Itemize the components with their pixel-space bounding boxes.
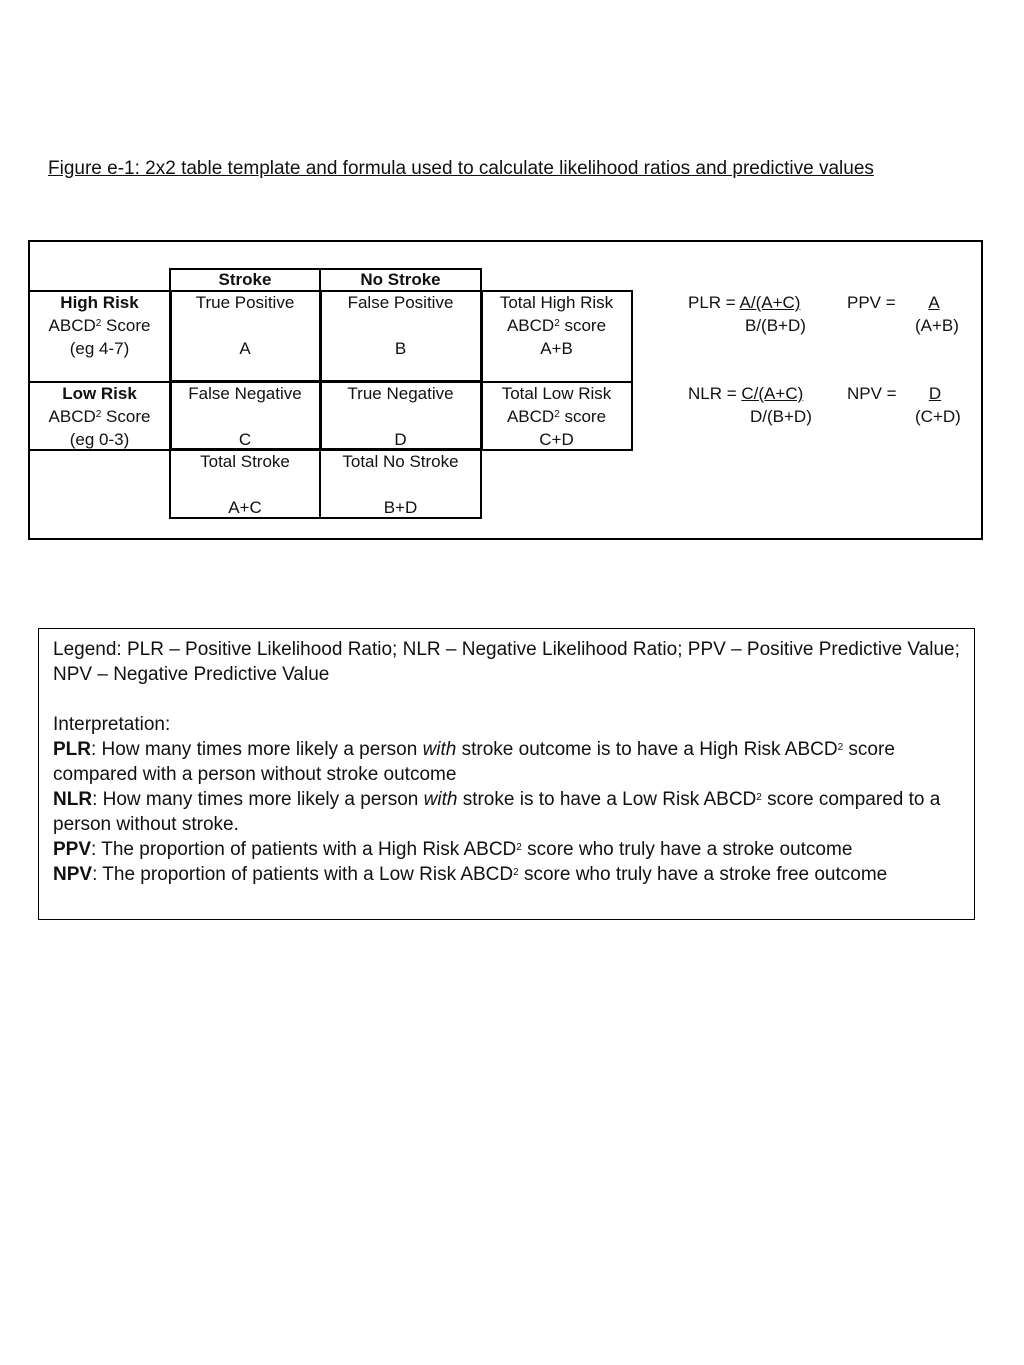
- cell-true-positive: True Positive A: [195, 293, 295, 358]
- interpretation-heading: Interpretation:: [53, 714, 171, 735]
- cell-false-negative: False Negative C: [188, 384, 302, 449]
- interpretation-plr: PLR: How many times more likely a person with stroke outcome is to have a High Risk ABCD$^2$ score compared with a person without stroke outcome: [53, 739, 895, 785]
- interpretation-nlr: NLR: How many times more likely a person with stroke is to have a Low Risk ABCD$^2$ score compared to a person without stroke.: [53, 789, 941, 835]
- formula-npv: NPV =: [847, 384, 897, 403]
- legend-box: [38, 628, 975, 920]
- interpretation-npv: NPV: The proportion of patients with a Low Risk ABCD$^2$ score who truly have a stroke free outcome: [53, 864, 888, 885]
- row-header-low-risk: Low Risk ABCD$^2$ Score (eg 0-3): [48, 384, 151, 449]
- cell-total-no-stroke: Total No Stroke B+D: [342, 452, 459, 517]
- grid-line: [631, 290, 633, 450]
- cell-total-high-risk: Total High Risk ABCD$^2$ score A+B: [499, 293, 614, 358]
- formula-plr: PLR = A/(A+C): [688, 293, 801, 312]
- formula-nlr: NLR = C/(A+C): [688, 384, 804, 403]
- figure-box: [28, 240, 983, 540]
- column-header-no-stroke: No Stroke: [360, 270, 441, 289]
- cell-true-negative: True Negative D: [347, 384, 454, 449]
- cell-total-low-risk: Total Low Risk ABCD$^2$ score C+D: [501, 384, 612, 449]
- formula-ppv-denominator: (A+B): [915, 316, 959, 335]
- formula-npv-denominator: (C+D): [915, 407, 961, 426]
- column-header-stroke: Stroke: [218, 270, 272, 289]
- row-header-high-risk: High Risk ABCD$^2$ Score (eg 4-7): [48, 293, 151, 358]
- formula-ppv: PPV =: [847, 293, 896, 312]
- formula-plr-denominator: B/(B+D): [745, 316, 806, 335]
- figure-caption: Figure e-1: 2x2 table template and formula used to calculate likelihood ratios and predictive values: [48, 158, 874, 179]
- formula-ppv-numerator: A: [928, 293, 940, 312]
- cell-total-stroke: Total Stroke A+C: [200, 452, 290, 517]
- formula-nlr-denominator: D/(B+D): [750, 407, 812, 426]
- interpretation-ppv: PPV: The proportion of patients with a High Risk ABCD$^2$ score who truly have a stroke outcome: [53, 839, 853, 860]
- formula-npv-numerator: D: [928, 384, 942, 403]
- cell-false-positive: False Positive B: [347, 293, 454, 358]
- legend-abbreviations: Legend: PLR – Positive Likelihood Ratio; NLR – Negative Likelihood Ratio; PPV – Positive Predictive Value; NPV – Negative Predictive Value: [53, 639, 960, 685]
